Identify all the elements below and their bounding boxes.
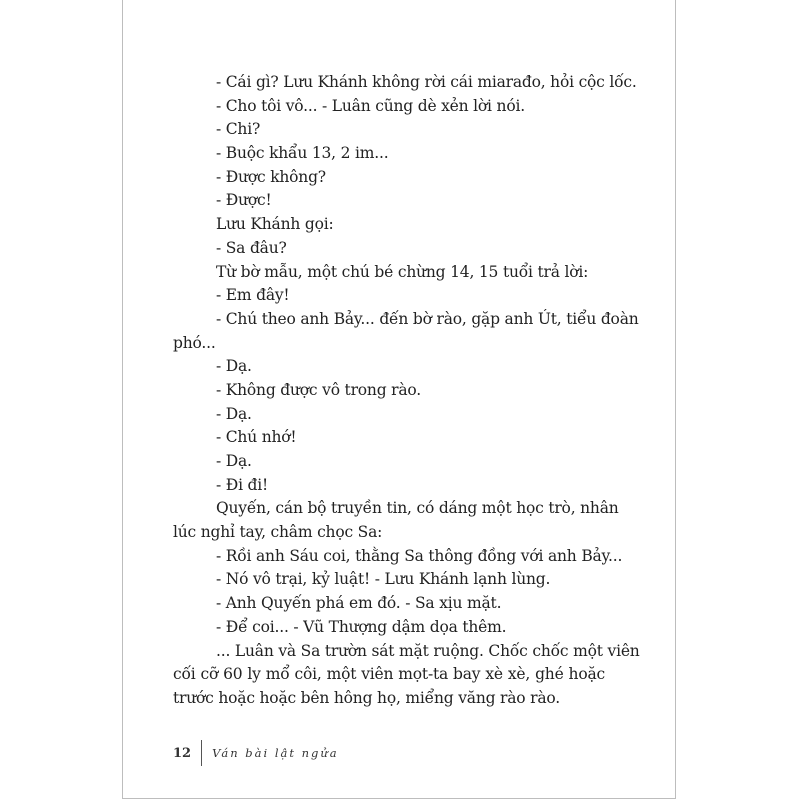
text-line: - Đi đi! [216,475,269,494]
text-line: - Được không? [216,167,326,186]
text-line: cối cỡ 60 ly mổ côi, một viên mọt-ta bay xè xè, ghé hoặc [173,665,605,684]
text-line: - Dạ. [216,357,252,376]
text-line: - Dạ. [216,452,252,470]
text-line: - Anh Quyến phá em đó. - Sa xịu mặt. [216,594,502,613]
text-line: Từ bờ mẫu, một chú bé chừng 14, 15 tuổi trả lời: [216,262,589,281]
text-line: - Không được vô trong rào. [216,380,421,399]
book-page [122,0,676,799]
running-title: Ván bài lật ngửa [212,746,339,760]
text-line: Lưu Khánh gọi: [216,215,334,234]
text-line: - Cho tôi vô... - Luân cũng dè xẻn lời nói. [216,96,525,115]
text-line: - Buộc khẩu 13, 2 im... [216,144,389,163]
text-line: - Được! [216,191,272,210]
text-line: - Chi? [216,120,261,139]
text-line: - Nó vô trại, kỷ luật! - Lưu Khánh lạnh lùng. [216,570,551,589]
text-line: Quyến, cán bộ truyền tin, có dáng một học trò, nhân [216,499,619,518]
text-line: - Dạ. [216,404,252,423]
text-line: trước hoặc hoặc bên hông họ, miểng văng rào rào. [173,688,561,707]
page-body-text [173,71,640,711]
text-line: - Để coi... - Vũ Thượng dậm dọa thêm. [216,617,507,636]
page-number: 12 [173,745,192,761]
text-line: - Chú nhớ! [216,428,297,447]
text-line: ... Luân và Sa trườn sát mặt ruộng. Chốc chốc một viên [216,641,640,660]
footer-divider [201,740,202,766]
text-line: - Em đây! [216,286,290,305]
text-line: - Chú theo anh Bảy... đến bờ rào, gặp anh Út, tiểu đoàn [216,309,639,328]
text-line: - Sa đâu? [216,238,287,257]
text-line: lúc nghỉ tay, châm chọc Sa: [173,523,383,542]
text-line: - Cái gì? Lưu Khánh không rời cái miarađo, hỏi cộc lốc. [216,73,637,91]
text-line: - Rồi anh Sáu coi, thằng Sa thông đồng với anh Bảy... [216,546,623,565]
page-footer [173,739,339,767]
text-line: phó... [173,333,216,352]
